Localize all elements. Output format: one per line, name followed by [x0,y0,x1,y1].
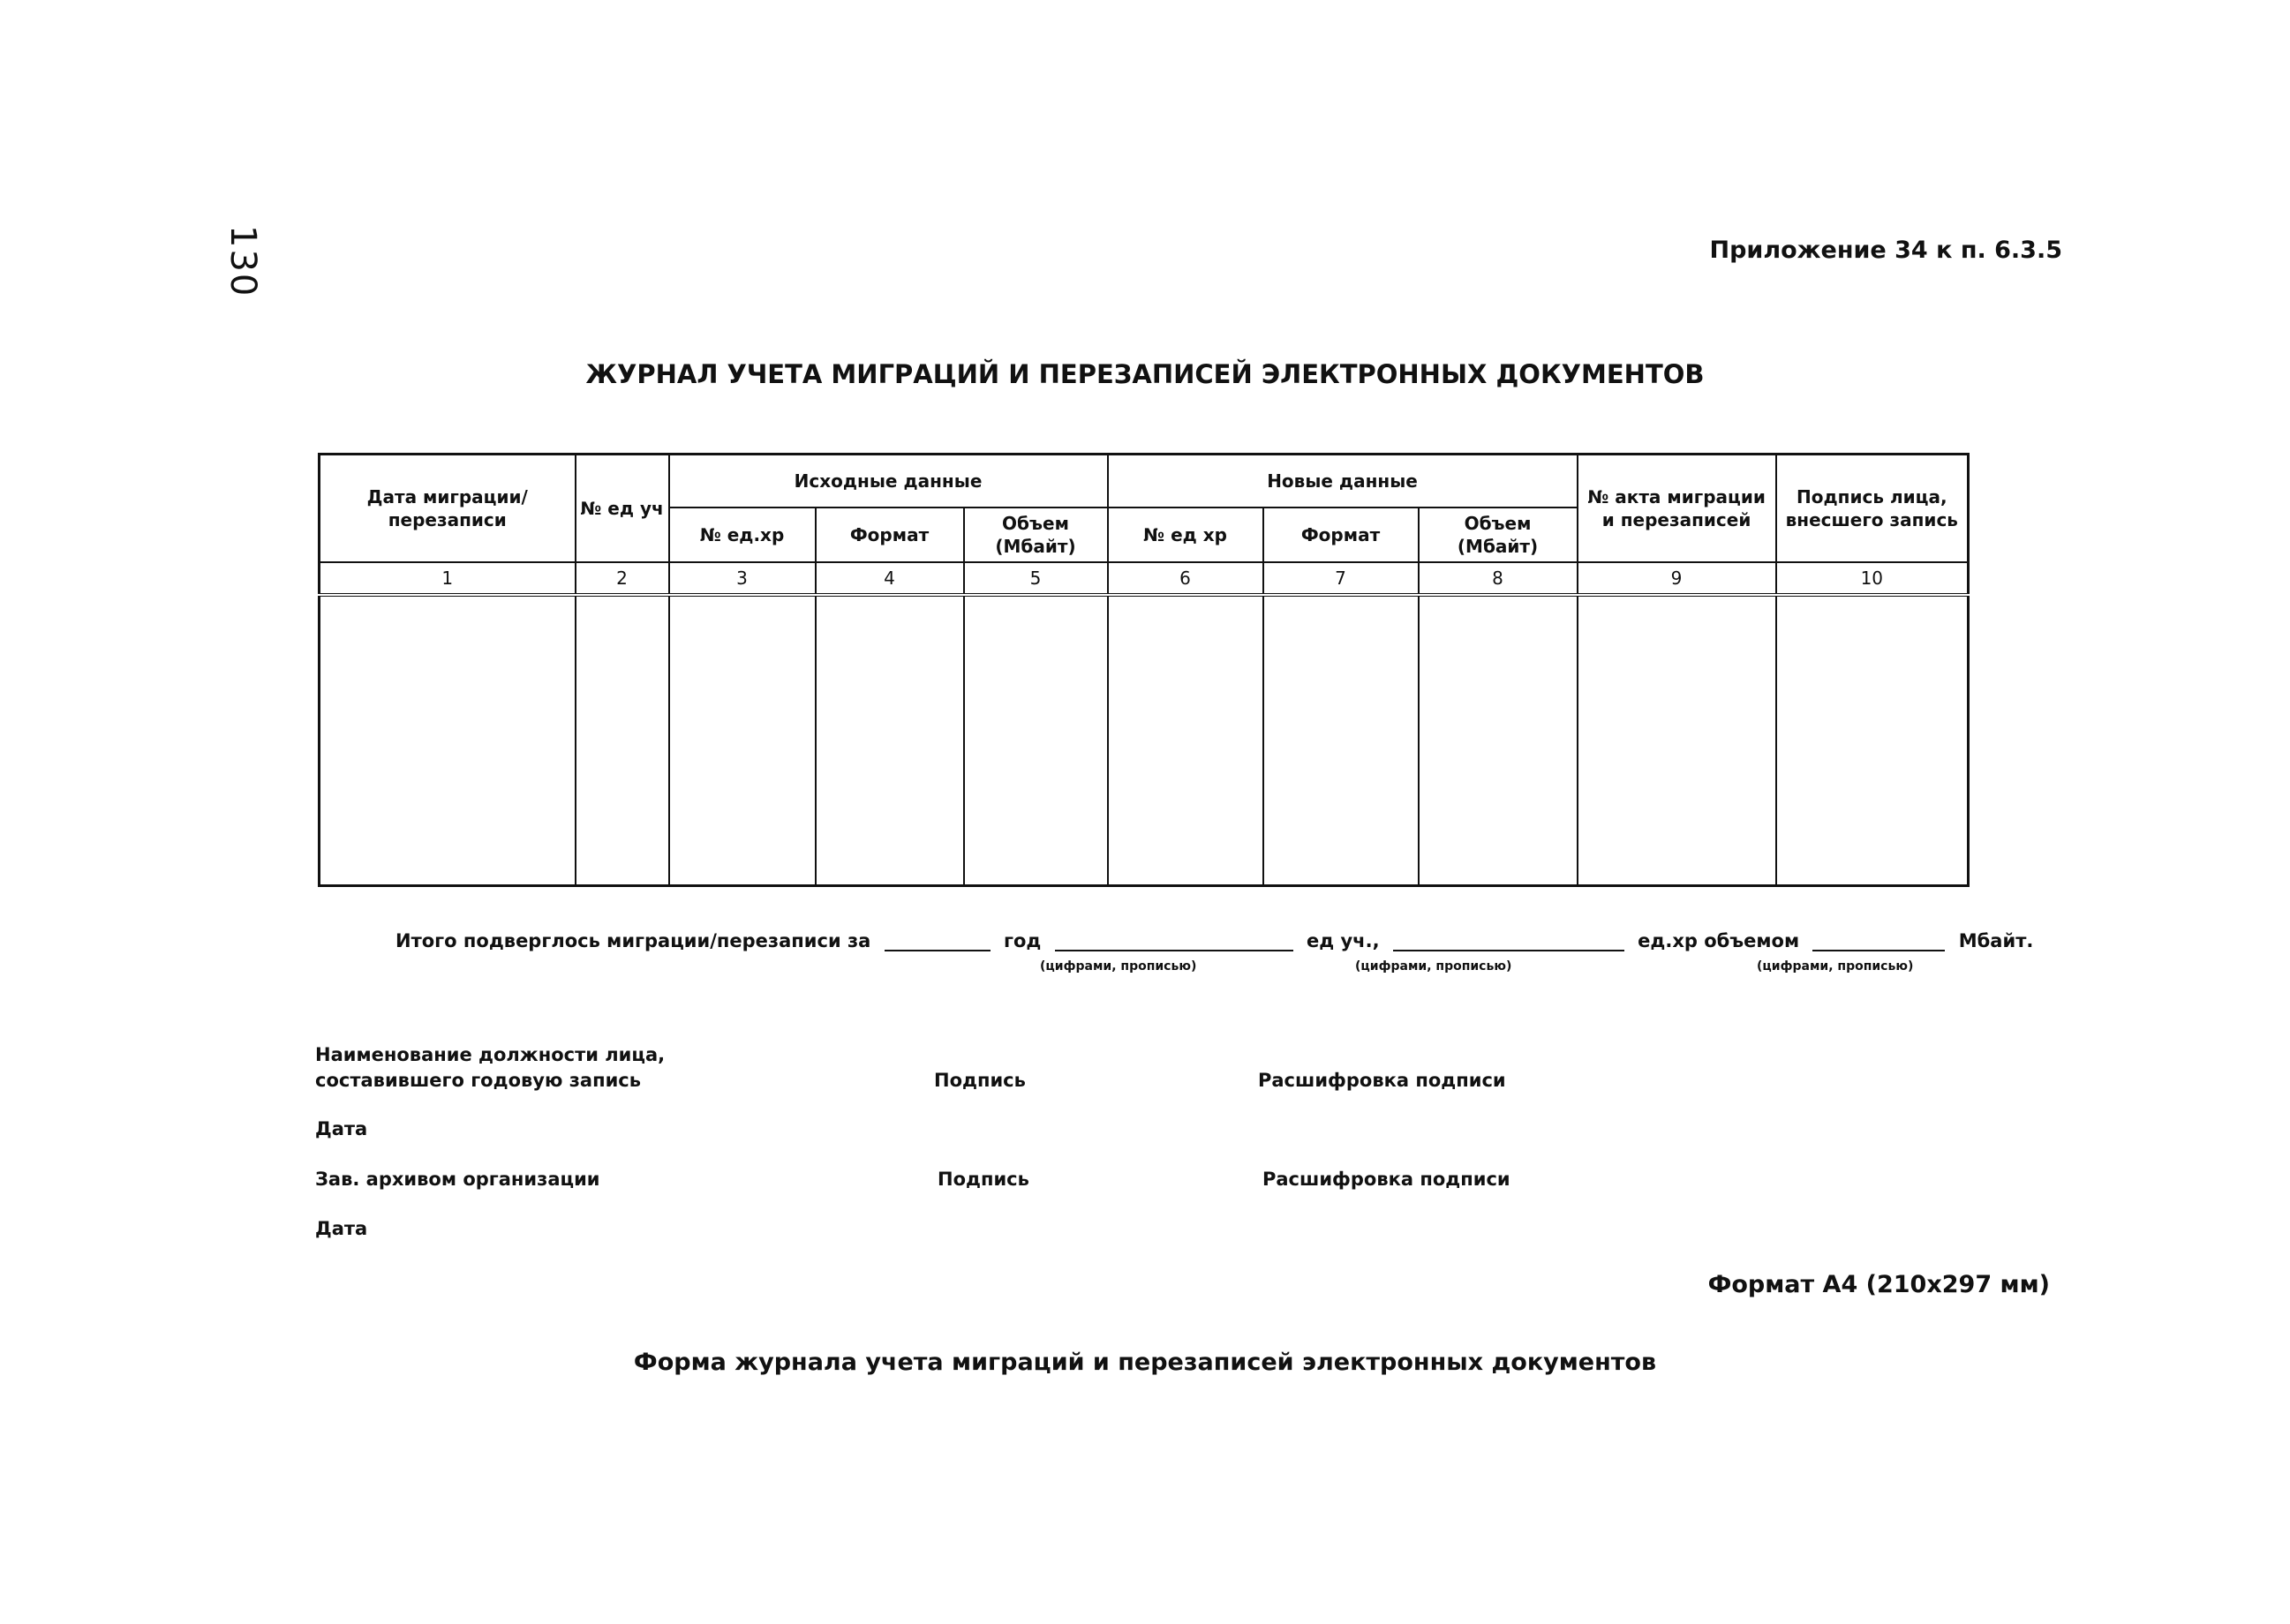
header-source-volume: Объем (Мбайт) [964,508,1108,562]
table-cell [1419,595,1578,886]
table-cell [1578,595,1776,886]
signature-label-2: Подпись [938,1169,1029,1190]
header-source-data: Исходные данные [669,455,1108,508]
signature-label-1: Подпись [934,1070,1026,1091]
header-signature: Подпись лица, внесшего запись [1776,455,1969,562]
table-cell [816,595,964,886]
table-cell [964,595,1108,886]
column-number: 7 [1263,562,1419,595]
year-blank [885,934,991,951]
hint-units: (цифрами, прописью) [1040,959,1197,974]
table-cell [1263,595,1419,886]
appendix-reference: Приложение 34 к п. 6.3.5 [1709,237,2062,264]
table-cell [1108,595,1263,886]
units-label: ед уч., [1306,930,1380,951]
signature-decoding-1: Расшифровка подписи [1258,1070,1506,1091]
header-new-format: Формат [1263,508,1419,562]
date-label-2: Дата [315,1218,368,1239]
table-cell [576,595,669,886]
header-act-number: № акта миграции и перезаписей [1578,455,1776,562]
page-number: 130 [222,225,263,298]
column-number: 5 [964,562,1108,595]
header-new-data: Новые данные [1108,455,1578,508]
figure-caption: Форма журнала учета миграций и перезаписей электронных документов [633,1349,1657,1376]
header-new-volume: Объем (Мбайт) [1419,508,1578,562]
column-number: 4 [816,562,964,595]
column-number: 9 [1578,562,1776,595]
archive-head-label: Зав. архивом организации [315,1169,600,1190]
storage-blank [1393,934,1624,951]
mb-label: Мбайт. [1958,930,2034,951]
table-cell [1776,595,1969,886]
year-label: год [1003,930,1042,951]
page-title: ЖУРНАЛ УЧЕТА МИГРАЦИЙ И ПЕРЕЗАПИСЕЙ ЭЛЕКТРОННЫХ ДОКУМЕНТОВ [585,359,1705,389]
column-number: 2 [576,562,669,595]
position-label-line1: Наименование должности лица, [315,1044,666,1065]
date-label-1: Дата [315,1118,368,1139]
total-line [395,930,2033,951]
header-date: Дата миграции/перезаписи [320,455,576,562]
column-numbers-row [320,562,1969,595]
hint-storage: (цифрами, прописью) [1355,959,1512,974]
total-prefix: Итого подверглось миграции/перезаписи за [395,930,871,951]
column-number: 8 [1419,562,1578,595]
column-number: 6 [1108,562,1263,595]
position-label-line2: составившего годовую запись [315,1070,642,1091]
header-source-unit: № ед.хр [669,508,816,562]
empty-entry-row [320,595,1969,886]
volume-blank [1812,934,1945,951]
header-new-unit: № ед хр [1108,508,1263,562]
units-blank [1055,934,1293,951]
header-source-format: Формат [816,508,964,562]
signature-decoding-2: Расшифровка подписи [1262,1169,1510,1190]
format-note: Формат А4 (210х297 мм) [1707,1271,2050,1298]
storage-label: ед.хр объемом [1638,930,1800,951]
table-cell [669,595,816,886]
column-number: 3 [669,562,816,595]
journal-table [318,453,1970,887]
column-number: 1 [320,562,576,595]
hint-volume: (цифрами, прописью) [1757,959,1914,974]
table-cell [320,595,576,886]
column-number: 10 [1776,562,1969,595]
header-unit: № ед уч [576,455,669,562]
